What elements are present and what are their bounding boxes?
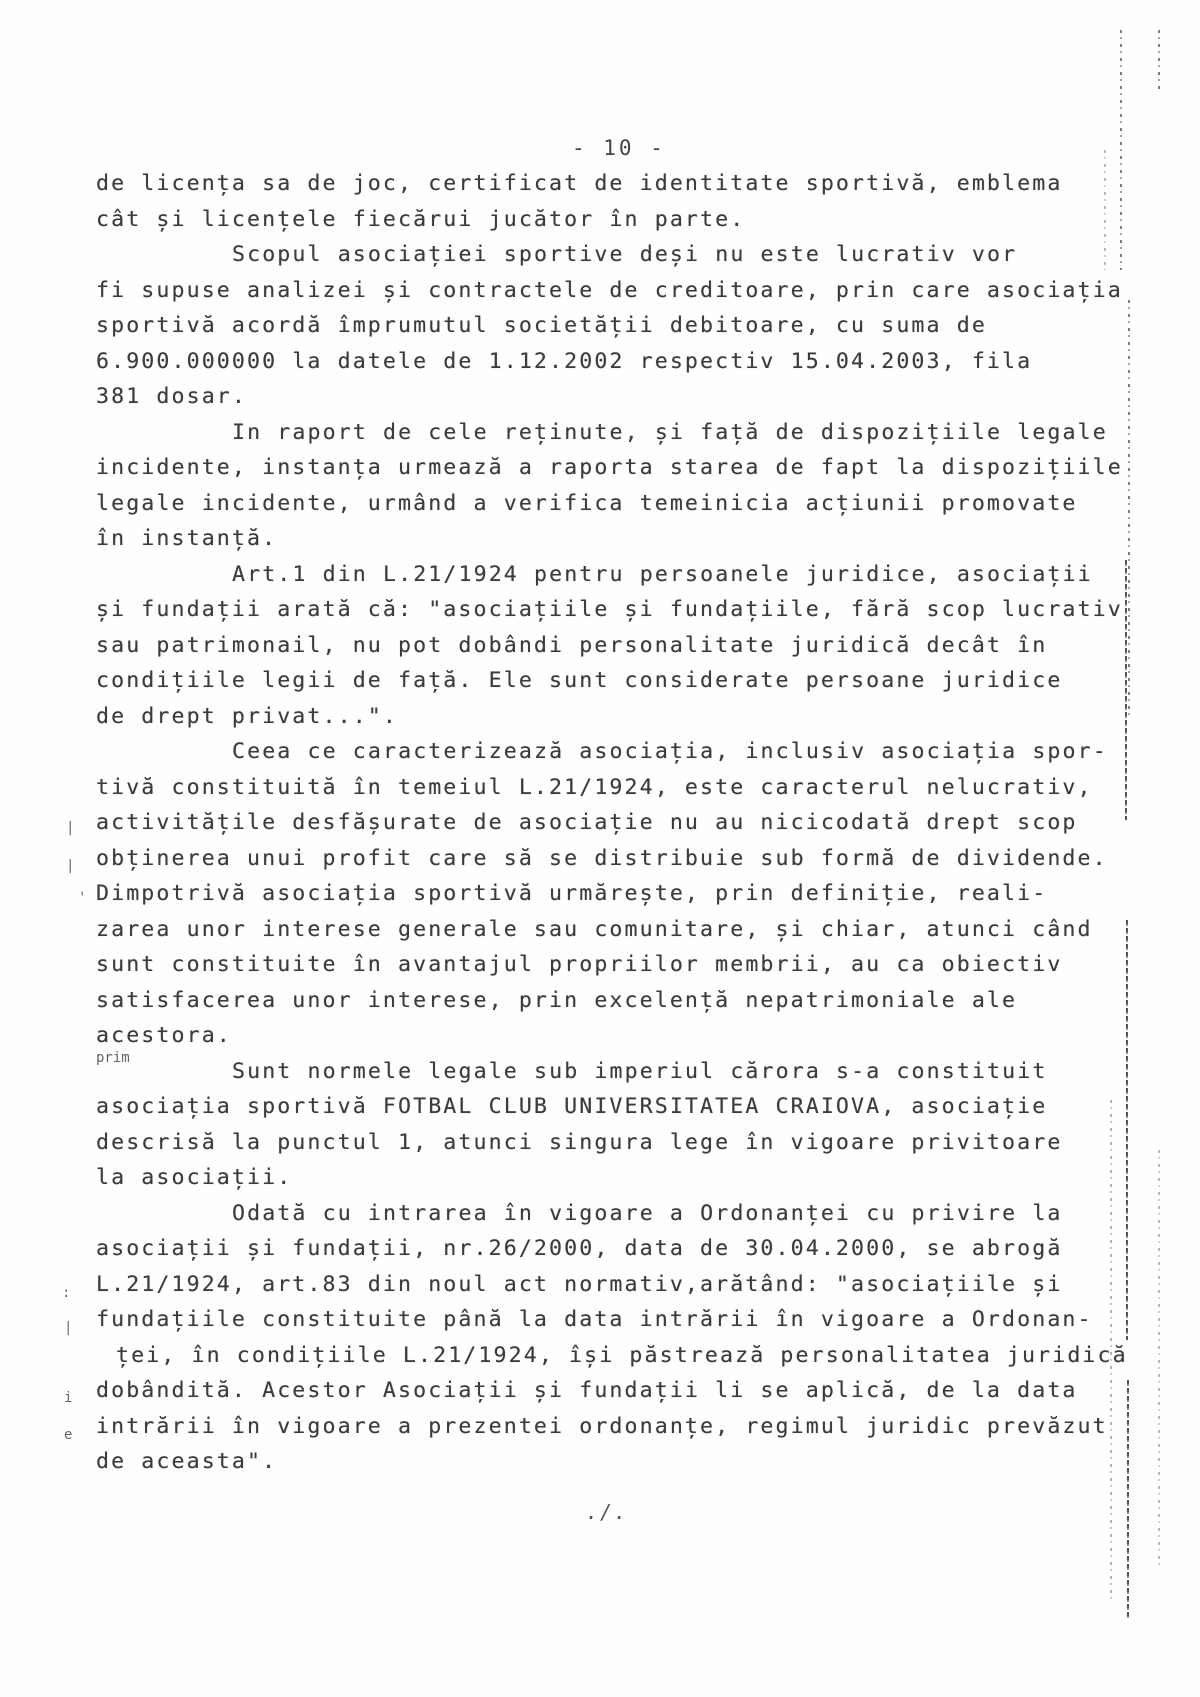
margin-mark: |	[66, 820, 75, 836]
scan-streak	[1158, 1150, 1160, 1570]
margin-mark: e	[64, 1427, 73, 1443]
text-line: cât și licențele fiecărui jucător în parte.	[96, 206, 746, 232]
margin-mark: |	[64, 1320, 73, 1336]
text-line: Scopul asociației sportive deși nu este lucrativ vor	[232, 242, 1018, 267]
text-line: acestora.	[96, 1023, 232, 1048]
scan-edge-artifact	[1080, 0, 1200, 1697]
text-line: legale incidente, urmând a verifica temeinicia acțiunii promovate	[96, 490, 1078, 516]
text-line: descrisă la punctul 1, atunci singura lege în vigoare privitoare	[96, 1129, 1063, 1155]
text-line: în instanță.	[96, 526, 278, 551]
scan-streak	[1158, 30, 1160, 90]
page-number: - 10 -	[572, 136, 666, 160]
text-line: Dimpotrivă asociația sportivă urmărește, prin definiție, reali-	[96, 881, 1048, 906]
margin-mark: prim	[96, 1050, 130, 1066]
text-line: sau patrimonail, nu pot dobândi personalitate juridică decât în	[96, 632, 1048, 658]
text-line: activitățile desfășurate de asociație nu au nicicodată drept scop	[96, 810, 1078, 835]
text-line: Art.1 din L.21/1924 pentru persoanele juridice, asociații	[232, 561, 1093, 587]
scan-streak	[1110, 1100, 1112, 1600]
text-line: zarea unor interese generale sau comunitare, și chiar, atunci când	[96, 916, 1093, 942]
text-line: asociații și fundații, nr.26/2000, data de 30.04.2000, se abrogă	[96, 1236, 1063, 1261]
text-line: satisfacerea unor interese, prin excelență nepatrimoniale ale	[96, 987, 1018, 1013]
text-line: 381 dosar.	[96, 384, 248, 409]
text-line: sunt constituite în avantajul propriilor membrii, au ca obiectiv	[96, 952, 1063, 977]
text-line: de licența sa de joc, certificat de identitate sportivă, emblema	[96, 171, 1063, 196]
document-body	[96, 166, 1128, 1480]
text-line: fi supuse analizei și contractele de creditoare, prin care asociația	[96, 277, 1123, 303]
text-line: și fundații arată că: "asociațiile și fundațiile, fără scop lucrativ	[96, 597, 1123, 622]
scan-streak	[1125, 560, 1127, 820]
continuation-mark: ./.	[586, 1500, 629, 1524]
text-line: condițiile legii de față. Ele sunt considerate persoane juridice	[96, 668, 1063, 693]
text-line: de drept privat...".	[96, 703, 399, 729]
text-line: ței, în condițiile L.21/1924, își păstrează personalitatea juridică	[116, 1342, 1128, 1368]
text-line: incidente, instanța urmează a raporta starea de fapt la dispozițiile	[96, 455, 1123, 480]
text-line: de aceasta".	[96, 1449, 278, 1474]
margin-mark: '	[78, 890, 87, 906]
scan-streak	[1128, 300, 1130, 720]
text-line: L.21/1924, art.83 din noul act normativ,arătând: "asociațiile și	[96, 1271, 1063, 1297]
text-line: In raport de cele reținute, și față de dispozițiile legale	[232, 419, 1108, 445]
text-line: Ceea ce caracterizează asociația, inclusiv asociația spor-	[232, 739, 1108, 764]
scan-streak	[1120, 30, 1122, 270]
margin-mark: :	[62, 1285, 71, 1301]
scan-streak	[1104, 150, 1106, 270]
text-line: Sunt normele legale sub imperiul cărora s-a constituit	[232, 1058, 1048, 1084]
text-line: asociația sportivă FOTBAL CLUB UNIVERSITATEA CRAIOVA, asociație	[96, 1094, 1048, 1119]
text-line: tivă constituită în temeiul L.21/1924, este caracterul nelucrativ,	[96, 774, 1093, 800]
scan-streak	[1126, 920, 1128, 1340]
text-line: Odată cu intrarea în vigoare a Ordonanței cu privire la	[232, 1200, 1063, 1226]
text-line: obținerea unui profit care să se distribuie sub formă de dividende.	[96, 845, 1108, 871]
text-line: fundațiile constituite până la data intrării în vigoare a Ordonan-	[96, 1307, 1093, 1332]
text-line: dobândită. Acestor Asociații și fundații li se aplică, de la data	[96, 1378, 1078, 1403]
text-line: sportivă acordă împrumutul societății debitoare, cu suma de	[96, 313, 987, 338]
text-line: 6.900.000000 la datele de 1.12.2002 respectiv 15.04.2003, fila	[96, 348, 1033, 374]
margin-mark: |	[66, 858, 75, 874]
scan-streak	[1127, 1380, 1129, 1620]
text-line: la asociații.	[96, 1165, 293, 1190]
text-line: intrării în vigoare a prezentei ordonanțe, regimul juridic prevăzut	[96, 1413, 1108, 1439]
margin-mark: i	[64, 1390, 73, 1406]
